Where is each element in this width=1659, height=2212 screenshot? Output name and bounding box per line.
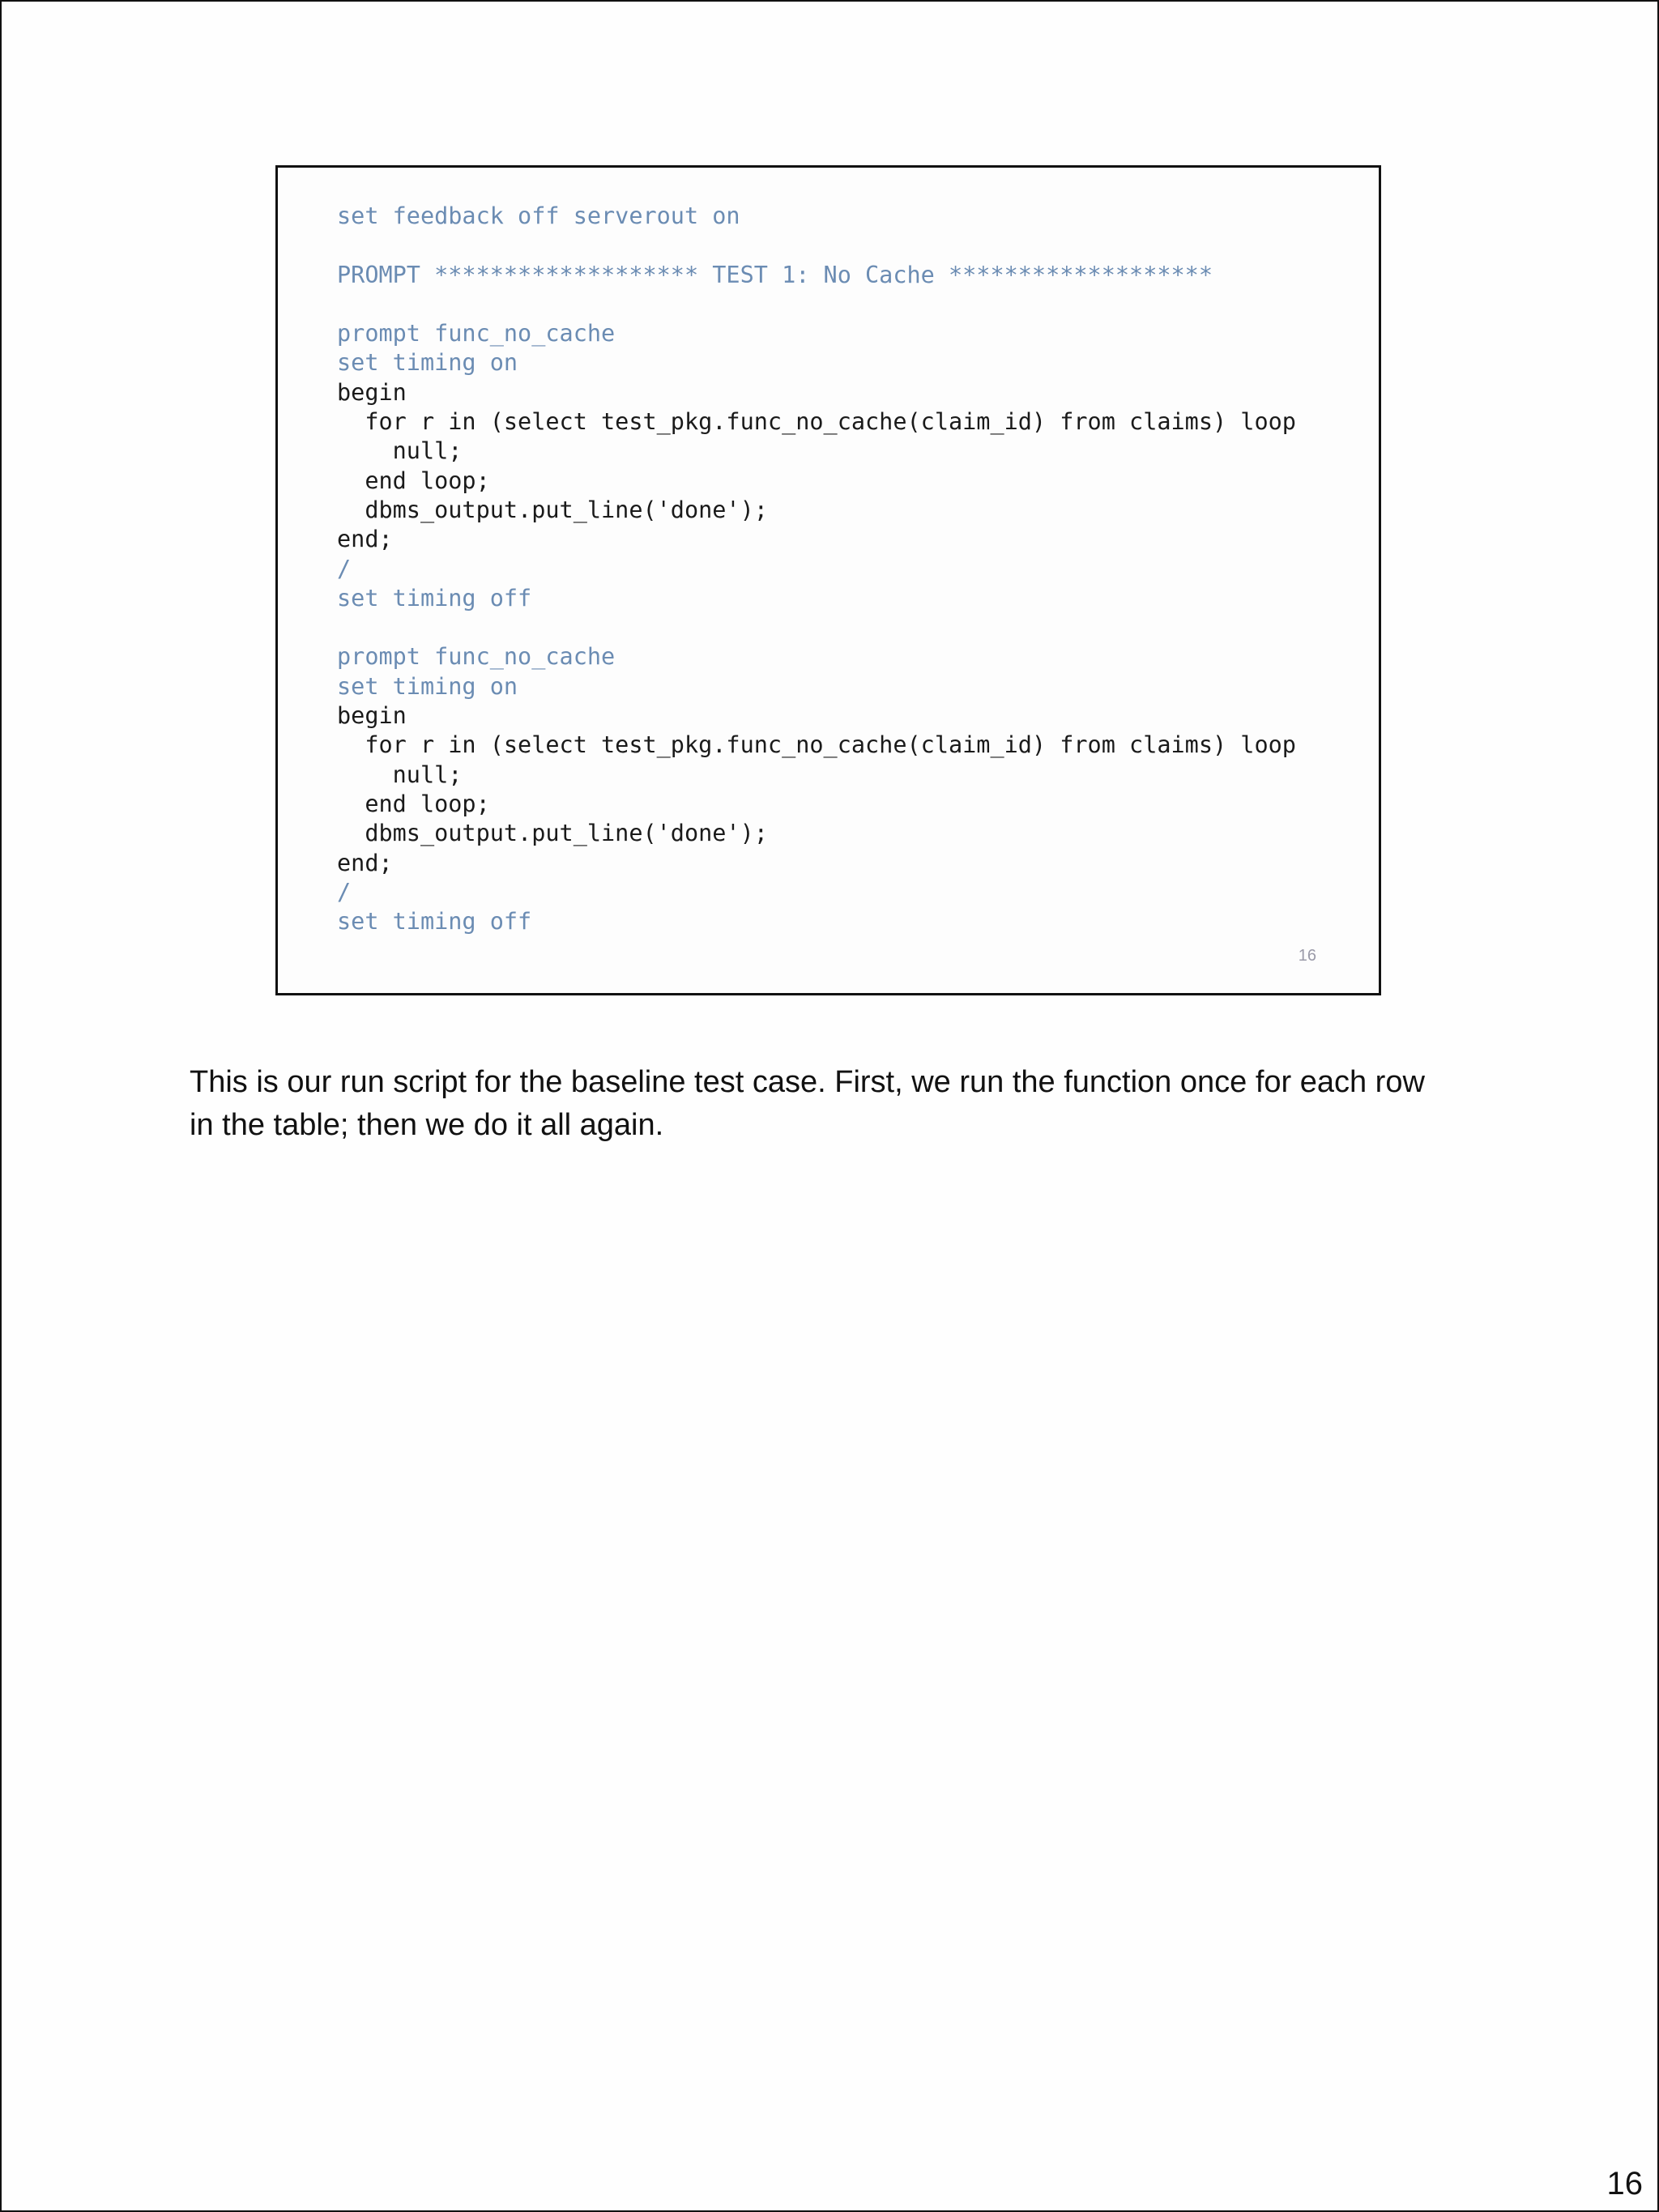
code-line: dbms_output.put_line('done'); (337, 820, 768, 847)
page-number: 16 (1606, 2166, 1643, 2201)
code-line: end; (337, 849, 393, 876)
code-blank-line (337, 231, 1296, 260)
code-line: null; (337, 761, 463, 788)
code-line: end; (337, 526, 393, 553)
code-line: / (337, 878, 352, 906)
code-line: prompt func_no_cache (337, 320, 616, 347)
code-line: set timing off (337, 908, 532, 936)
code-blank-line (337, 613, 1296, 642)
code-block (337, 202, 1296, 936)
code-line: begin (337, 378, 407, 406)
code-line: set timing off (337, 584, 532, 612)
slide-thumbnail (275, 165, 1381, 995)
code-line: set timing on (337, 672, 518, 700)
code-line: end loop; (337, 467, 490, 494)
code-line: for r in (select test_pkg.func_no_cache(claim_id) from claims) loop (337, 408, 1296, 436)
speaker-notes: This is our run script for the baseline test case. First, we run the function once for each row in the table; then we do it all again. (190, 1065, 1425, 1142)
code-line: begin (337, 702, 407, 730)
code-line: PROMPT ******************* TEST 1: No Cache ******************* (337, 261, 1213, 288)
code-line: / (337, 555, 352, 582)
code-line: set timing on (337, 349, 518, 377)
code-line: for r in (select test_pkg.func_no_cache(claim_id) from claims) loop (337, 731, 1296, 759)
code-line: set feedback off serverout on (337, 202, 740, 229)
code-line: null; (337, 437, 463, 465)
code-blank-line (337, 290, 1296, 319)
code-line: prompt func_no_cache (337, 643, 616, 671)
code-line: dbms_output.put_line('done'); (337, 496, 768, 523)
code-line: end loop; (337, 790, 490, 817)
slide-number: 16 (1298, 947, 1316, 965)
